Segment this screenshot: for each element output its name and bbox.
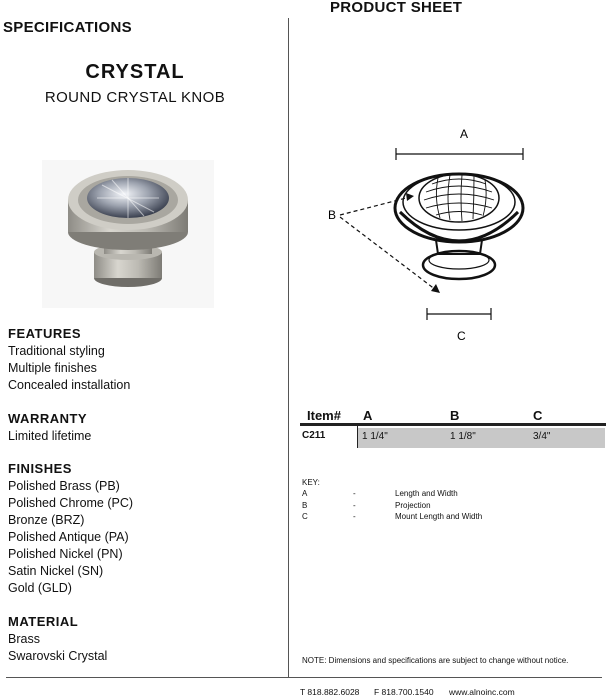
material-list [8,631,107,665]
warranty-list [8,428,91,445]
list-item: Concealed installation [8,378,131,392]
col-b: B [450,408,460,423]
key-text: Length and Width [395,489,458,498]
product-name: CRYSTAL [85,61,185,83]
product-description: ROUND CRYSTAL KNOB [44,89,226,106]
list-item: Polished Brass (PB) [8,479,120,493]
cell-a: 1 1/4" [362,431,388,442]
key-dash: - [353,489,356,498]
list-item: Satin Nickel (SN) [8,564,104,578]
table-rule [300,423,606,426]
footer-rule [6,677,602,678]
footer-fax: F 818.700.1540 [374,687,434,697]
key-letter: A [302,489,308,498]
finishes-list [8,478,133,597]
label-a: A [460,127,469,141]
list-item: Swarovski Crystal [8,649,108,663]
features-heading: FEATURES [8,326,82,341]
finishes-heading: FINISHES [8,461,72,476]
footer-website[interactable]: www.alnoinc.com [449,687,515,697]
cell-item: C211 [302,430,326,441]
material-heading: MATERIAL [8,614,79,629]
list-item: Polished Chrome (PC) [8,496,134,510]
key-dash: - [353,512,356,521]
table-vertical-rule [357,426,358,448]
col-c: C [533,408,543,423]
col-item: Item# [307,408,341,423]
cell-c: 3/4" [533,431,551,442]
product-sheet-header: PRODUCT SHEET [330,0,463,16]
key-letter: B [302,501,308,510]
features-list [8,343,130,394]
list-item: Gold (GLD) [8,581,72,595]
list-item: Brass [8,632,40,646]
warranty-heading: WARRANTY [8,411,88,426]
list-item: Bronze (BRZ) [8,513,85,527]
disclaimer-note: NOTE: Dimensions and specifications are subject to change without notice. [302,656,569,665]
product-photo [42,160,214,308]
table-row-shading [358,428,605,448]
key-dash: - [353,501,356,510]
footer-phone: T 818.882.6028 [300,687,360,697]
key-text: Projection [395,501,431,510]
list-item: Limited lifetime [8,429,92,443]
column-divider [288,18,289,678]
list-item: Polished Nickel (PN) [8,547,123,561]
specifications-header: SPECIFICATIONS [3,19,132,36]
key-letter: C [302,512,308,521]
label-b: B [328,208,337,222]
dimension-diagram [318,120,558,350]
list-item: Polished Antique (PA) [8,530,129,544]
key-title: KEY: [302,478,320,487]
list-item: Multiple finishes [8,361,97,375]
label-c: C [457,329,466,343]
col-a: A [363,408,373,423]
cell-b: 1 1/8" [450,431,476,442]
list-item: Traditional styling [8,344,105,358]
key-text: Mount Length and Width [395,512,483,521]
